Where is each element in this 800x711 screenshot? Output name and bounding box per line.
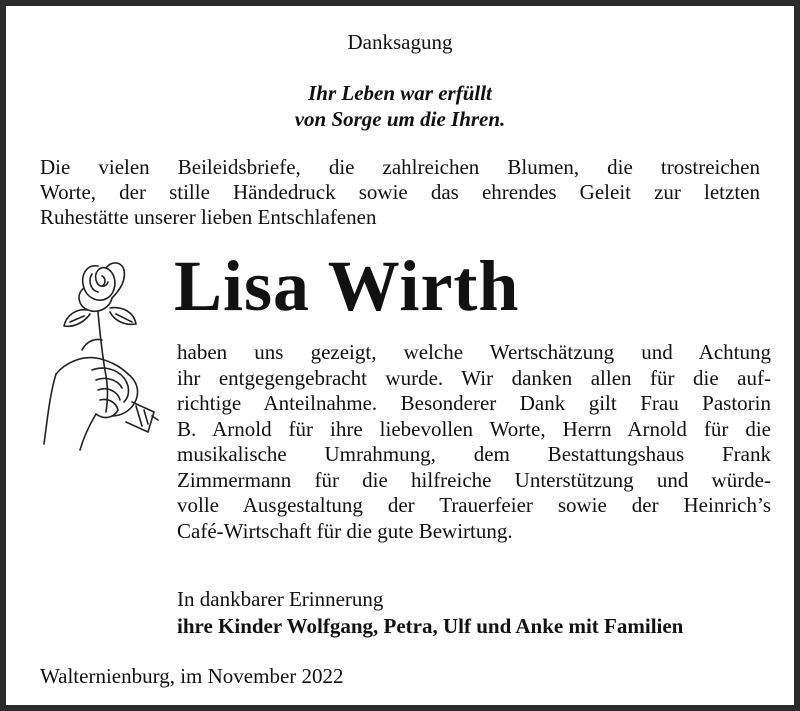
- place-date: Walternienburg, im November 2022: [40, 664, 344, 688]
- body-line: Café-Wirtschaft für die gute Bewirtung.: [177, 518, 513, 543]
- intro-text: [40, 155, 760, 230]
- body-line: B. Arnold für ihre liebevollen Worte, Herrn Arnold für die: [177, 416, 771, 441]
- intro-line: Ruhestätte unserer lieben Entschlafenen: [40, 205, 377, 229]
- body-line: Zimmermann für die hilfreiche Unterstützung und würde-: [177, 467, 771, 492]
- deceased-name: Lisa Wirth: [174, 246, 520, 326]
- motto: [6, 80, 794, 132]
- heading: Danksagung: [347, 30, 453, 54]
- intro-line: Die vielen Beileidsbriefe, die zahlreichen Blumen, die trostreichen: [40, 155, 760, 179]
- body-line: haben uns gezeigt, welche Wertschätzung und Achtung: [177, 340, 771, 364]
- body-text: [177, 340, 771, 544]
- signers: ihre Kinder Wolfgang, Petra, Ulf und Anke mit Familien: [177, 614, 684, 638]
- closing-phrase: In dankbarer Erinnerung: [177, 587, 384, 611]
- body-line: ihr entgegengebracht wurde. Wir danken allen für die auf-: [177, 365, 771, 390]
- body-line: volle Ausgestaltung der Trauerfeier sowie der Heinrich’s: [177, 493, 771, 517]
- motto-line: von Sorge um die Ihren.: [294, 107, 506, 131]
- body-line: musikalische Umrahmung, dem Bestattungshaus Frank: [177, 442, 771, 466]
- motto-line: Ihr Leben war erfüllt: [308, 81, 492, 105]
- hand-holding-rose-icon: [36, 254, 168, 454]
- body-line: richtige Anteilnahme. Besonderer Dank gilt Frau Pastorin: [177, 391, 771, 415]
- intro-line: Worte, der stille Händedruck sowie das ehrendes Geleit zur letzten: [40, 180, 760, 204]
